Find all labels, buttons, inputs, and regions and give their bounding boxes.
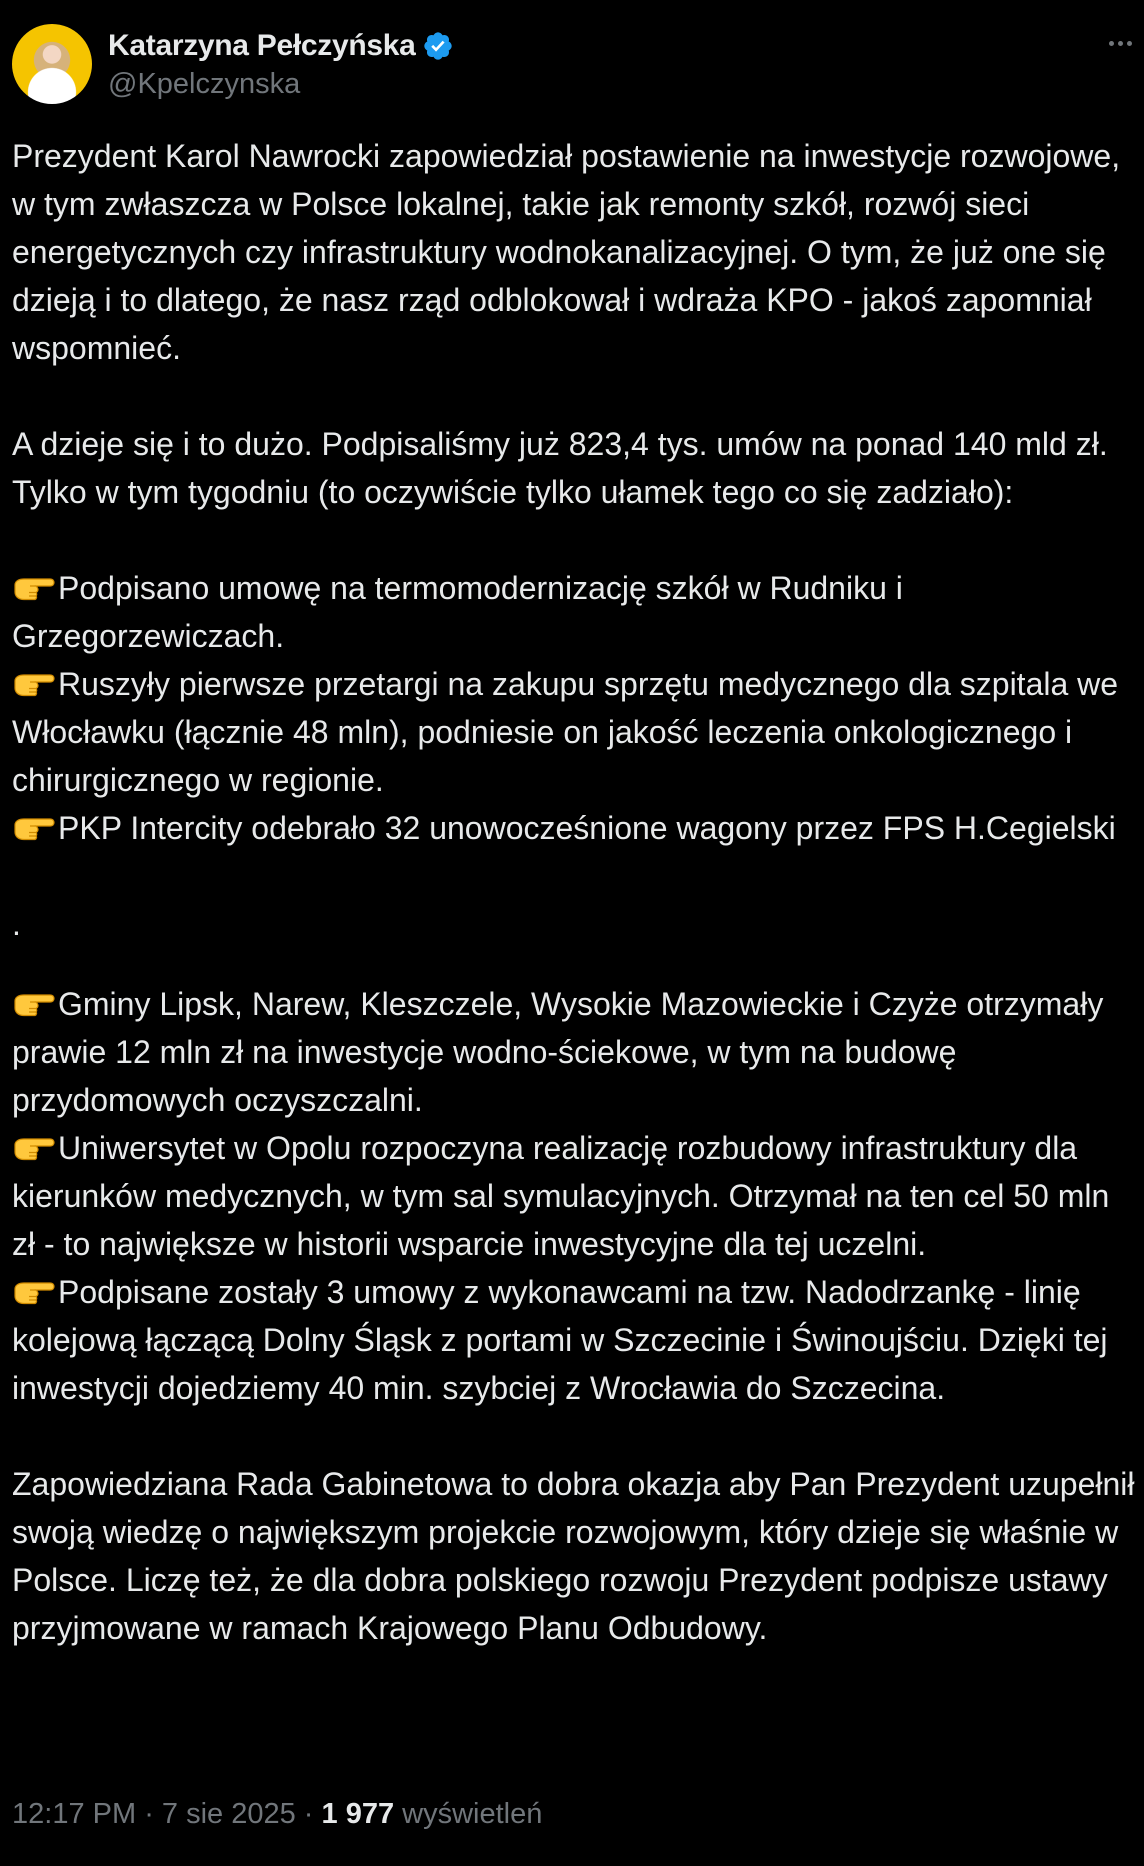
tweet-time[interactable]: 12:17 PM [12, 1798, 137, 1830]
more-options-icon[interactable] [1092, 28, 1132, 58]
bullet-text: Uniwersytet w Opolu rozpoczyna realizację rozbudowy infrastruktury dla kierunków medycznych, w tym sal symulacyjnych. Otrzymał na ten cel 50 mln zł - to największe w historii wsparcie inwestycyjne dla tej uczelni. [12, 1130, 1110, 1262]
author-display-name[interactable]: Katarzyna Pełczyńska [108, 29, 416, 62]
bullet-text: Ruszyły pierwsze przetargi na zakupu sprzętu medycznego dla szpitala we Włocławku (łącznie 48 mln), podniesie on jakość leczenia onkologicznego i chirurgicznego w regionie. [12, 666, 1119, 798]
tweet-text [12, 132, 1136, 1652]
meta-separator: · [136, 1798, 162, 1830]
backhand-index-pointing-right-icon [12, 1272, 56, 1304]
bullet-item [12, 1268, 1136, 1412]
views-count[interactable]: 1 977 [321, 1798, 395, 1830]
backhand-index-pointing-right-icon [12, 568, 56, 600]
author-block [108, 26, 454, 101]
bullet-item [12, 660, 1136, 804]
tweet-paragraph: Prezydent Karol Nawrocki zapowiedział postawienie na inwestycje rozwojowe, w tym zwłaszcza w Polsce lokalnej, takie jak remonty szkół, rozwój sieci energetycznych czy infrastruktury wodnokanalizacyjnej. O tym, że już one się dzieją i to dlatego, że nasz rząd odblokował i wdraża KPO - jakoś zapomniał wspomnieć. [12, 138, 1121, 366]
display-name-row [108, 26, 454, 66]
bullet-item [12, 804, 1136, 900]
bullet-text: PKP Intercity odebrało 32 unowocześnione wagony przez FPS H.Cegielski [58, 810, 1116, 846]
bullet-text: Gminy Lipsk, Narew, Kleszczele, Wysokie Mazowieckie i Czyże otrzymały prawie 12 mln zł na inwestycje wodno-ściekowe, w tym na budowę przydomowych oczyszczalni. [12, 986, 1104, 1118]
backhand-index-pointing-right-icon [12, 664, 56, 696]
avatar[interactable] [12, 24, 92, 104]
backhand-index-pointing-right-icon [12, 1128, 56, 1160]
bullet-text: Podpisano umowę na termomodernizację szkół w Rudniku i Grzegorzewiczach. [12, 570, 903, 654]
bullet-item [12, 1124, 1136, 1268]
views-label[interactable]: wyświetleń [402, 1798, 543, 1830]
bullet-suffix: . [12, 906, 21, 942]
tweet-header [12, 24, 1132, 104]
tweet-date[interactable]: 7 sie 2025 [161, 1798, 296, 1830]
backhand-index-pointing-right-icon [12, 984, 56, 1016]
verified-badge-icon[interactable] [422, 30, 454, 62]
bullet-item [12, 980, 1136, 1124]
author-handle[interactable]: @Kpelczynska [108, 68, 301, 100]
tweet-closing-paragraph: Zapowiedziana Rada Gabinetowa to dobra okazja aby Pan Prezydent uzupełnił swoją wiedzę o największym projekcie rozwojowym, który dzieje się właśnie w Polsce. Liczę też, że dla dobra polskiego rozwoju Prezydent podpisze ustawy przyjmowane w ramach Krajowego Planu Odbudowy. [12, 1466, 1135, 1646]
tweet-paragraph: A dzieje się i to dużo. Podpisaliśmy już 823,4 tys. umów na ponad 140 mld zł. Tylko w tym tygodniu (to oczywiście tylko ułamek tego co się zadziało): [12, 426, 1108, 510]
meta-separator: · [295, 1798, 322, 1830]
bullet-item [12, 564, 1136, 660]
bullet-text: Podpisane zostały 3 umowy z wykonawcami na tzw. Nadodrzankę - linię kolejową łączącą Dolny Śląsk z portami w Szczecinie i Świnoujściu. Dzięki tej inwestycji dojedziemy 40 min. szybciej z Wrocławia do Szczecina. [12, 1274, 1108, 1406]
poland-flag-icon [14, 861, 58, 891]
tweet-meta [12, 1798, 542, 1831]
backhand-index-pointing-right-icon [12, 808, 56, 840]
